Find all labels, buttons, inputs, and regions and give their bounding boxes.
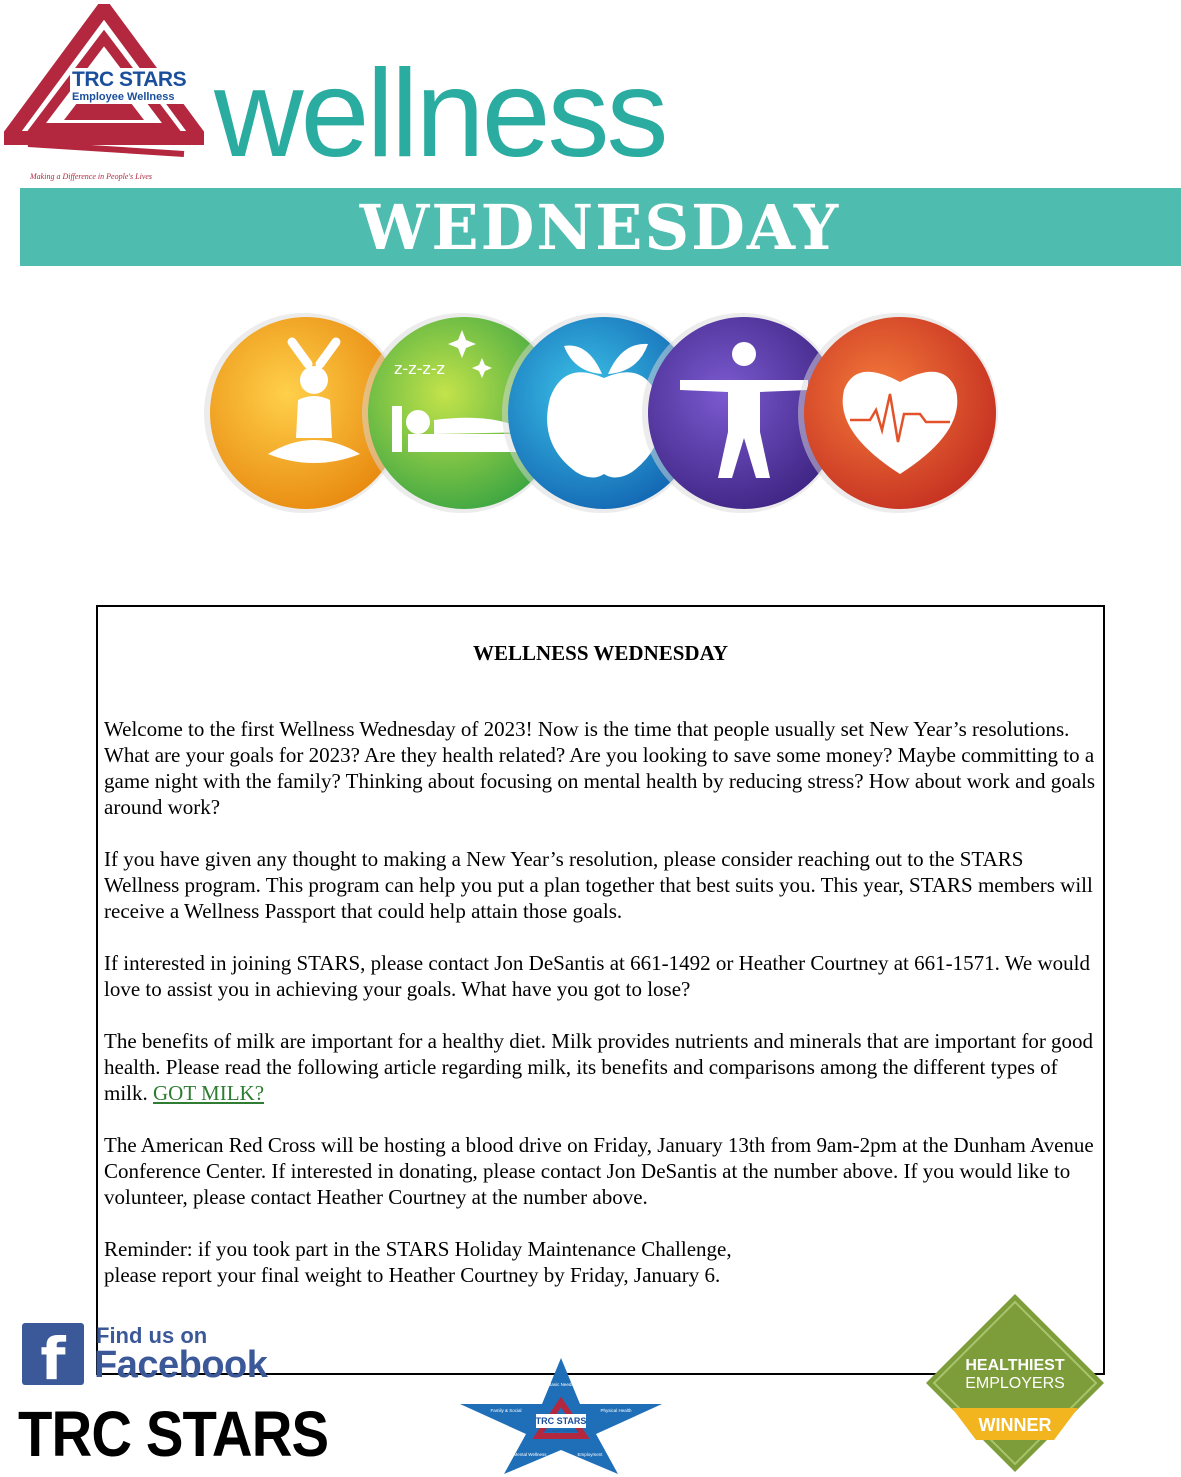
wednesday-banner-text: WEDNESDAY bbox=[359, 191, 841, 264]
article-box bbox=[96, 605, 1105, 1375]
star-point-bottom-right: Employment bbox=[577, 1452, 603, 1457]
logo-tagline: Making a Difference in People's Lives bbox=[30, 172, 153, 181]
facebook-name-text[interactable]: Facebook bbox=[94, 1344, 268, 1386]
trc-stars-footer-name: TRC STARS bbox=[18, 1398, 329, 1470]
paragraph-blood-drive: The American Red Cross will be hosting a blood drive on Friday, January 13th from 9am-2pm at the Dunham Avenue Conference Center. If interested in donating, please contact Jon DeSantis at the number above. If you would like to volunteer, please contact Heather Courtney at the number above. bbox=[104, 1133, 1094, 1209]
facebook-icon[interactable] bbox=[22, 1323, 84, 1393]
facebook-f-letter: f bbox=[40, 1325, 66, 1393]
wellness-wordmark: wellness bbox=[214, 45, 666, 183]
article-body bbox=[104, 716, 1098, 1314]
logo-brand-text bbox=[70, 68, 214, 104]
wednesday-banner bbox=[20, 188, 1181, 266]
paragraph-milk-text: The benefits of milk are important for a healthy diet. Milk provides nutrients and minerals that are important for good health. Please read the following article regarding milk, its benefits and comparisons among the different types of milk. bbox=[104, 1029, 1094, 1105]
article-title: WELLNESS WEDNESDAY bbox=[472, 641, 728, 665]
paragraph-contact: If interested in joining STARS, please contact Jon DeSantis at 661-1492 or Heather Courtney at 661-1571. We would love to assist you in achieving your goals. What have you got to lose? bbox=[104, 951, 1090, 1001]
got-milk-link[interactable]: GOT MILK? bbox=[153, 1081, 265, 1105]
star-center-sub: Employee Wellness bbox=[543, 1428, 579, 1433]
facebook-find-text: Find us on bbox=[96, 1323, 208, 1348]
heart-rate-icon bbox=[798, 313, 998, 513]
paragraph-reminder bbox=[104, 1236, 1098, 1288]
reminder-line-1: Reminder: if you took part in the STARS Holiday Maintenance Challenge, bbox=[104, 1237, 732, 1261]
paragraph-intro: Welcome to the first Wellness Wednesday of 2023! Now is the time that people usually set New Year’s resolutions. What are your goals for 2023? Are they health related? Are you looking to save some money? Maybe committing to a game night with the family? Thinking about focusing on mental health by reducing stress? How about work and goals around work? bbox=[104, 717, 1096, 819]
healthiest-employers-badge bbox=[926, 1294, 1104, 1472]
trc-stars-logo bbox=[4, 4, 204, 192]
paragraph-resolution: If you have given any thought to making a New Year’s resolution, please consider reaching out to the STARS Wellness program. This program can help you put a plan together that best suits you. This year, STARS members will receive a Wellness Passport that could help attain those goals. bbox=[104, 847, 1093, 923]
stars-star-logo-icon bbox=[456, 1356, 666, 1476]
reminder-line-2: please report your final weight to Heather Courtney by Friday, January 6. bbox=[104, 1263, 721, 1287]
star-point-top: Basic Needs bbox=[548, 1382, 574, 1387]
star-point-bottom-left: Mental Wellness bbox=[513, 1452, 547, 1457]
star-point-right: Physical Health bbox=[600, 1408, 632, 1413]
star-center-name: TRC STARS bbox=[535, 1416, 587, 1426]
badge-line-1: HEALTHIEST bbox=[965, 1357, 1065, 1374]
paragraph-milk bbox=[104, 1028, 1098, 1106]
badge-ribbon-text: WINNER bbox=[978, 1415, 1052, 1435]
logo-brand-name: TRC STARS bbox=[72, 68, 187, 91]
svg-text:z-z-z-z: z-z-z-z bbox=[394, 359, 445, 378]
star-point-left: Family & Social bbox=[490, 1408, 522, 1413]
badge-line-2: EMPLOYERS bbox=[965, 1375, 1065, 1392]
logo-brand-sub: Employee Wellness bbox=[72, 91, 175, 103]
wellness-icons-row bbox=[204, 302, 1004, 524]
